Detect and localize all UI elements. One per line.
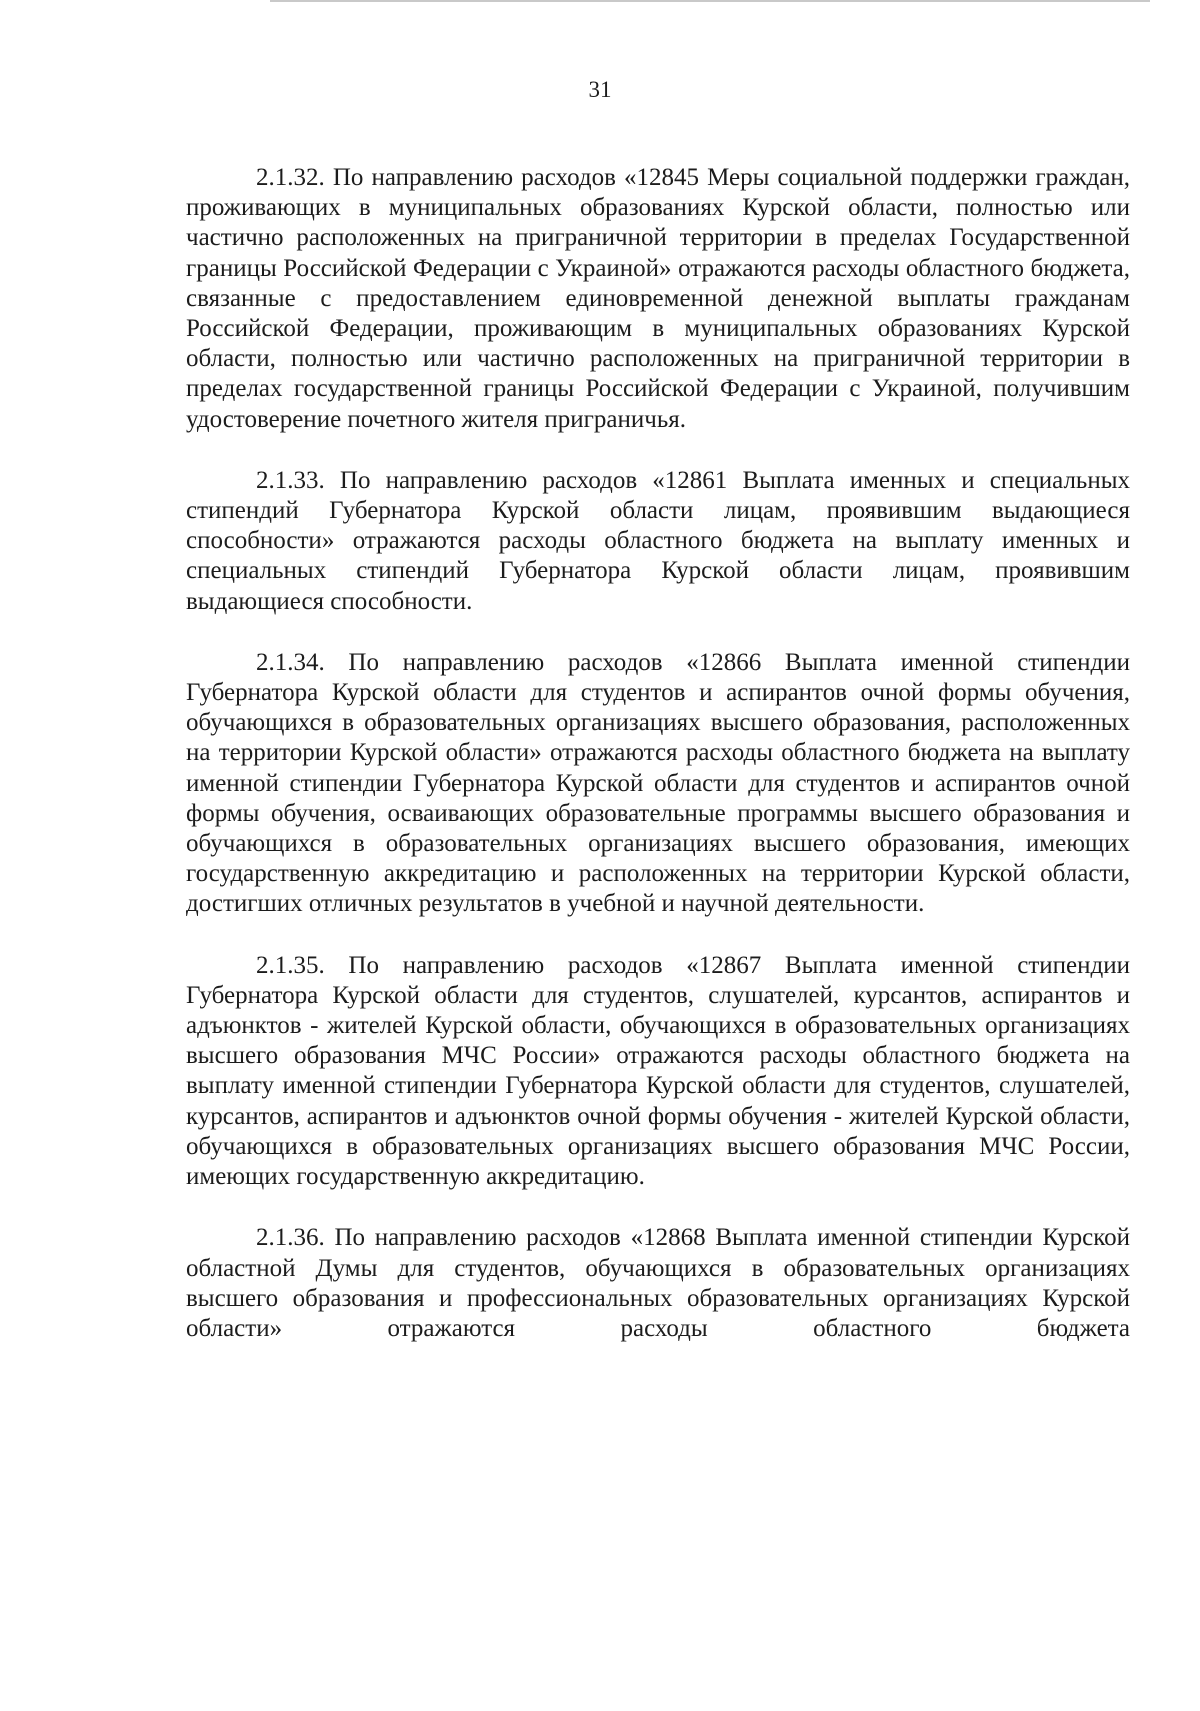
document-body	[186, 163, 1130, 1344]
paragraph-2-1-32: 2.1.32. По направлению расходов «12845 Меры социальной поддержки граждан, проживающих в муниципальных образованиях Курской области, полностью или частично расположенных на приграничной территории в пределах Государственной границы Российской Федерации с Украиной» отражаются расходы областного бюджета, связанные с предоставлением единовременной денежной выплаты гражданам Российской Федерации, проживающим в муниципальных образованиях Курской области, полностью или частично расположенных на приграничной территории в пределах государственной границы Российской Федерации с Украиной, получившим удостоверение почетного жителя приграничья.	[186, 164, 1130, 433]
scan-top-edge	[270, 0, 1150, 2]
page-number: 31	[588, 77, 612, 102]
paragraph-2-1-36: 2.1.36. По направлению расходов «12868 Выплата именной стипендии Курской областной Думы для студентов, обучающихся в образовательных организациях высшего образования и профессиональных образовательных организациях Курской области» отражаются расходы областного бюджета	[186, 1224, 1130, 1342]
paragraph-2-1-33: 2.1.33. По направлению расходов «12861 Выплата именных и специальных стипендий Губернатора Курской области лицам, проявившим выдающиеся способности» отражаются расходы областного бюджета на выплату именных и специальных стипендий Губернатора Курской области лицам, проявившим выдающиеся способности.	[186, 466, 1130, 615]
paragraph-2-1-35: 2.1.35. По направлению расходов «12867 Выплата именной стипендии Губернатора Курской области для студентов, слушателей, курсантов, аспирантов и адъюнктов - жителей Курской области, обучающихся в образовательных организациях высшего образования МЧС России» отражаются расходы областного бюджета на выплату именной стипендии Губернатора Курской области для студентов, слушателей, курсантов, аспирантов и адъюнктов очной формы обучения - жителей Курской области, обучающихся в образовательных организациях высшего образования МЧС России, имеющих государственную аккредитацию.	[186, 951, 1130, 1191]
paragraph-2-1-34: 2.1.34. По направлению расходов «12866 Выплата именной стипендии Губернатора Курской области для студентов и аспирантов очной формы обучения, обучающихся в образовательных организациях высшего образования, расположенных на территории Курской области» отражаются расходы областного бюджета на выплату именной стипендии Губернатора Курской области для студентов и аспирантов очной формы обучения, осваивающих образовательные программы высшего образования и обучающихся в образовательных организациях высшего образования, имеющих государственную аккредитацию и расположенных на территории Курской области, достигших отличных результатов в учебной и научной деятельности.	[186, 648, 1130, 918]
